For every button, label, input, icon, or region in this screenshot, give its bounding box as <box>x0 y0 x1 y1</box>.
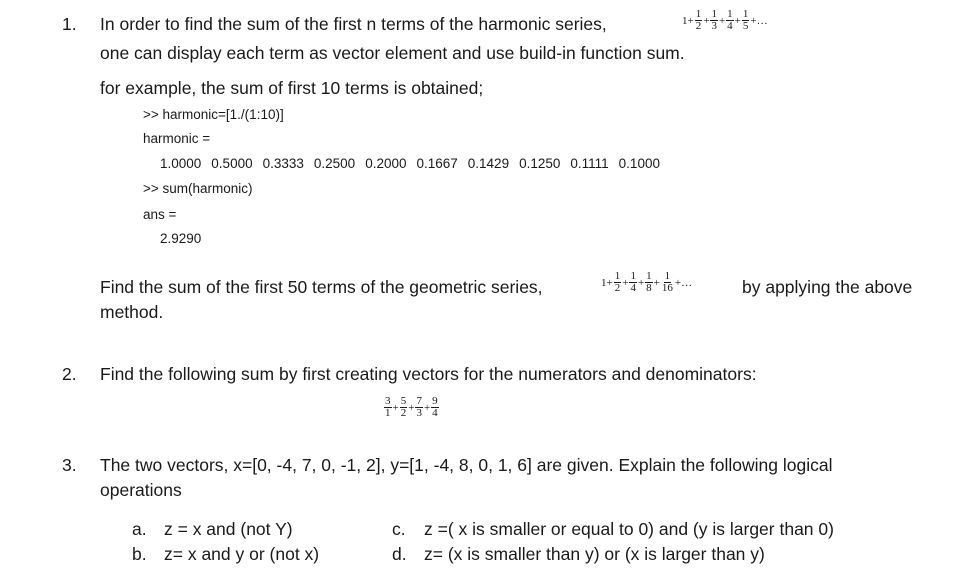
question-1-number: 1. <box>62 14 77 34</box>
fraction <box>400 396 408 419</box>
item-c-label: c. <box>392 519 406 539</box>
harmonic-value: 0.1111 <box>570 156 609 171</box>
fraction-numerator: 3 <box>385 395 391 407</box>
item-c-text: z =( x is smaller or equal to 0) and (y is larger than 0) <box>424 519 834 539</box>
series-lead-term: 1 <box>682 14 688 27</box>
harmonic-values-row <box>160 155 670 173</box>
question-3-line-2: operations <box>100 480 182 500</box>
fraction <box>384 396 392 419</box>
plus-sign: + <box>687 14 694 27</box>
fraction <box>629 271 637 294</box>
fraction <box>710 9 718 32</box>
fraction-numerator: 1 <box>646 270 652 282</box>
geometric-text-b: by applying the above <box>742 277 913 297</box>
fraction <box>415 396 423 419</box>
fraction-denominator: 5 <box>742 20 749 32</box>
fraction-denominator: 2 <box>614 282 621 294</box>
plus-sign: + <box>408 401 415 414</box>
fraction-denominator: 3 <box>711 20 717 32</box>
fraction-numerator: 1 <box>664 270 671 282</box>
code-ans-value: 2.9290 <box>160 231 202 246</box>
question-3-number: 3. <box>62 455 77 475</box>
fraction-numerator: 1 <box>742 8 749 20</box>
fraction-denominator: 4 <box>727 20 733 32</box>
question-2-number: 2. <box>62 364 77 384</box>
geometric-text-a: Find the sum of the first 50 terms of the geometric series, <box>100 277 543 297</box>
item-b-text: z= x and y or (not x) <box>164 544 320 564</box>
harmonic-value: 0.1000 <box>618 156 660 171</box>
fraction-denominator: 2 <box>695 20 702 32</box>
code-command-sum: >> sum(harmonic) <box>143 181 253 196</box>
plus-sign: + <box>718 14 726 27</box>
numerator-denominator-sum <box>383 396 440 419</box>
harmonic-series-formula <box>682 9 768 32</box>
code-command-harmonic: >> harmonic=[1./(1:10)] <box>143 107 284 122</box>
harmonic-value: 0.2500 <box>313 156 356 171</box>
fraction-denominator: 16 <box>661 282 673 294</box>
harmonic-value: 0.3333 <box>262 156 304 171</box>
fraction-numerator: 9 <box>432 395 438 407</box>
fraction-numerator: 1 <box>695 8 702 20</box>
fraction <box>614 271 622 294</box>
fraction-numerator: 1 <box>614 270 621 282</box>
geometric-series-formula <box>601 271 692 294</box>
plus-sign: + <box>653 276 660 289</box>
fraction-numerator: 1 <box>727 8 733 20</box>
code-output-label: harmonic = <box>143 131 211 146</box>
geometric-text-c: method. <box>100 302 164 322</box>
harmonic-value: 0.1429 <box>467 156 510 171</box>
series-tail: +… <box>750 14 768 27</box>
fraction-numerator: 5 <box>400 395 407 407</box>
fraction-denominator: 2 <box>400 407 407 419</box>
fraction-numerator: 1 <box>711 8 717 20</box>
harmonic-value: 0.5000 <box>211 156 253 171</box>
fraction <box>431 396 439 419</box>
harmonic-value: 0.1667 <box>416 156 458 171</box>
fraction <box>695 9 703 32</box>
question-2-text: Find the following sum by first creating vectors for the numerators and denominators: <box>100 364 757 384</box>
fraction-denominator: 3 <box>416 407 422 419</box>
fraction-numerator: 7 <box>416 395 422 407</box>
fraction-denominator: 1 <box>385 407 391 419</box>
item-a-label: a. <box>132 519 147 539</box>
item-a-text: z = x and (not Y) <box>164 519 293 539</box>
item-d-text: z= (x is smaller than y) or (x is larger than y) <box>424 544 765 564</box>
item-d-label: d. <box>392 544 407 564</box>
plus-sign: + <box>637 276 645 289</box>
harmonic-value: 1.0000 <box>160 156 202 171</box>
code-ans-label: ans = <box>143 207 177 222</box>
harmonic-value: 0.1250 <box>519 156 561 171</box>
item-b-label: b. <box>132 544 147 564</box>
fraction <box>726 9 734 32</box>
question-1-line-2: one can display each term as vector element and use build-in function sum. <box>100 43 685 63</box>
fraction <box>645 271 653 294</box>
fraction-denominator: 4 <box>630 282 636 294</box>
fraction-numerator: 1 <box>630 270 636 282</box>
question-3-line-1: The two vectors, x=[0, -4, 7, 0, -1, 2], y=[1, -4, 8, 0, 1, 6] are given. Explain the following logical <box>100 455 833 475</box>
plus-sign: + <box>703 14 710 27</box>
harmonic-value: 0.2000 <box>365 156 407 171</box>
question-1-line-3: for example, the sum of first 10 terms is obtained; <box>100 78 484 98</box>
fraction-denominator: 8 <box>646 282 652 294</box>
fraction <box>742 9 750 32</box>
plus-sign: + <box>423 401 431 414</box>
plus-sign: + <box>392 401 399 414</box>
fraction-denominator: 4 <box>432 407 438 419</box>
plus-sign: + <box>622 276 629 289</box>
plus-sign: + <box>734 14 741 27</box>
plus-sign: + <box>606 276 613 289</box>
question-1-line-1: In order to find the sum of the first n terms of the harmonic series, <box>100 14 607 34</box>
fraction <box>661 271 674 294</box>
series-tail: +… <box>674 276 693 289</box>
series-lead-term: 1 <box>601 276 607 289</box>
